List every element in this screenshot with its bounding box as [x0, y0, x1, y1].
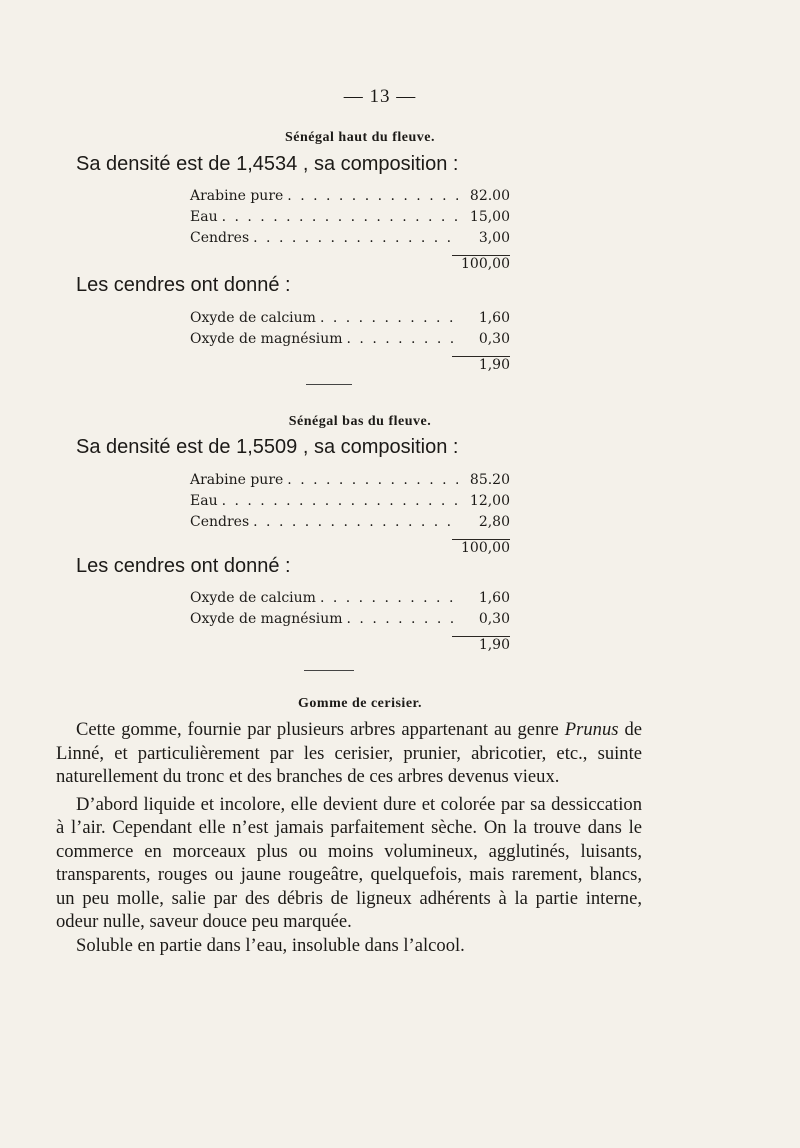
- table-row: [190, 209, 510, 230]
- table-row: [190, 230, 510, 251]
- row-label: Oxyde de calcium: [190, 590, 316, 606]
- paragraph: Soluble en partie dans l’eau, insoluble dans l’alcool.: [76, 934, 465, 956]
- row-label: Arabine pure: [190, 188, 284, 204]
- ash-table-bas: [190, 590, 510, 657]
- density-line-bas: Sa densité est de 1,5509 , sa composition :: [76, 436, 459, 458]
- paragraph: [56, 718, 642, 789]
- ash-total: 1,90: [478, 637, 510, 653]
- row-value: 82.00: [469, 188, 510, 204]
- row-value: 85.20: [469, 472, 510, 488]
- table-row: [190, 611, 510, 632]
- row-value: 2,80: [478, 514, 510, 530]
- table-row: [190, 310, 510, 331]
- row-value: 0,30: [478, 611, 510, 627]
- ash-table-haut: [190, 310, 510, 377]
- composition-table-haut: [190, 188, 510, 276]
- row-value: 15,00: [469, 209, 510, 225]
- table-row: [190, 331, 510, 352]
- section-divider: [306, 384, 352, 385]
- table-row: [190, 472, 510, 493]
- row-label: Oxyde de calcium: [190, 310, 316, 326]
- section-heading-senegal-bas: Sénégal bas du fleuve.: [288, 414, 432, 429]
- density-line-haut: Sa densité est de 1,4534 , sa composition :: [76, 153, 459, 175]
- ash-line-haut: Les cendres ont donné :: [76, 274, 291, 296]
- composition-total: 100,00: [461, 540, 510, 556]
- row-value: 12,00: [469, 493, 510, 509]
- genus-name: Prunus: [564, 719, 619, 740]
- paragraph-text: de Linné, et particulièrement par les cerisier, prunier, abricotier, etc., suinte naturellement du tronc et des branches de ces arbres devenus vieux.: [56, 719, 642, 787]
- table-row: [190, 493, 510, 514]
- row-label: Eau: [190, 493, 218, 509]
- paragraph-text: Cette gomme, fournie par plusieurs arbres appartenant au genre: [76, 719, 565, 740]
- section-divider: [304, 670, 354, 671]
- row-label: Cendres: [190, 514, 250, 530]
- section-heading-senegal-haut: Sénégal haut du fleuve.: [285, 130, 435, 145]
- row-label: Eau: [190, 209, 218, 225]
- row-value: 3,00: [478, 230, 510, 246]
- page-number: — 13 —: [343, 86, 417, 107]
- row-value: 1,60: [478, 590, 510, 606]
- table-row: [190, 514, 510, 535]
- row-label: Oxyde de magnésium: [190, 611, 343, 627]
- body-text: [56, 718, 642, 957]
- section-heading-gomme-cerisier: Gomme de cerisier.: [298, 696, 422, 711]
- row-value: 1,60: [478, 310, 510, 326]
- ash-line-bas: Les cendres ont donné :: [76, 555, 291, 577]
- ash-total: 1,90: [478, 357, 510, 373]
- composition-table-bas: [190, 472, 510, 560]
- composition-total: 100,00: [461, 256, 510, 272]
- table-row: [190, 590, 510, 611]
- row-label: Oxyde de magnésium: [190, 331, 343, 347]
- row-value: 0,30: [478, 331, 510, 347]
- paragraph: D’abord liquide et incolore, elle devient dure et colorée par sa dessiccation à l’air. Cependant elle n’est jamais parfaitement sèche. On la trouve dans le commerce en morceaux plus ou moins volumineux, agglutinés, luisants, transparents, rouges ou jaune rougeâtre, quelquefois, mais rarement, blancs, un peu molle, salie par des débris de ligneux adhérents à la partie interne, odeur nulle, saveur douce peu marquée.: [56, 793, 642, 932]
- row-label: Cendres: [190, 230, 250, 246]
- table-row: [190, 188, 510, 209]
- row-label: Arabine pure: [190, 472, 284, 488]
